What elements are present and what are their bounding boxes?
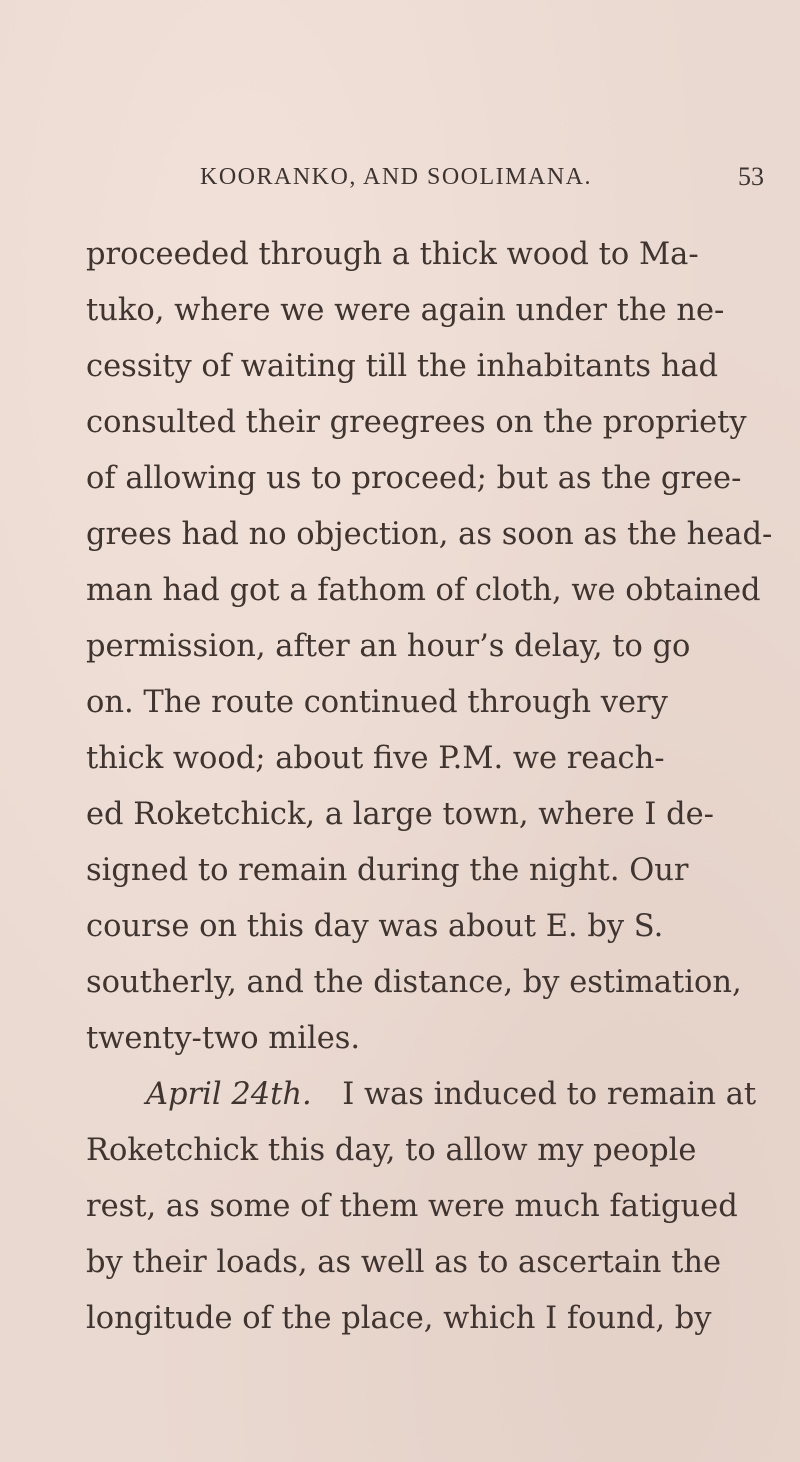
text-line: southerly, and the distance, by estimation, <box>86 965 742 1000</box>
text-line: permission, after an hour’s delay, to go <box>86 629 691 664</box>
running-title: KOORANKO, AND SOOLIMANA. <box>200 164 593 190</box>
text-line-rest: I was induced to remain at <box>342 1077 757 1112</box>
text-line: ed Roketchick, a large town, where I de- <box>86 797 714 832</box>
text-line: by their loads, as well as to ascertain the <box>86 1245 722 1280</box>
text-line: proceeded through a thick wood to Ma- <box>86 237 699 272</box>
text-line: of allowing us to proceed; but as the gree- <box>86 461 742 496</box>
text-line: rest, as some of them were much fatigued <box>86 1189 738 1224</box>
text-line: course on this day was about E. by S. <box>86 909 664 944</box>
page-header <box>0 164 800 204</box>
text-line: Roketchick this day, to allow my people <box>86 1133 697 1168</box>
text-line: on. The route continued through very <box>86 685 668 720</box>
page-number: 53 <box>738 162 764 191</box>
text-line: cessity of waiting till the inhabitants had <box>86 349 719 384</box>
text-line: twenty-two miles. <box>86 1021 361 1056</box>
text-line: thick wood; about five P.M. we reach- <box>86 741 665 776</box>
date-heading: April 24th. <box>146 1077 312 1112</box>
text-line: consulted their greegrees on the propriety <box>86 405 747 440</box>
text-line: tuko, where we were again under the ne- <box>86 293 725 328</box>
text-line: signed to remain during the night. Our <box>86 853 689 888</box>
text-line: longitude of the place, which I found, by <box>86 1301 712 1336</box>
text-line: grees had no objection, as soon as the head- <box>86 517 773 552</box>
text-line: man had got a fathom of cloth, we obtained <box>86 573 761 608</box>
paragraph-first-line <box>146 1068 757 1122</box>
